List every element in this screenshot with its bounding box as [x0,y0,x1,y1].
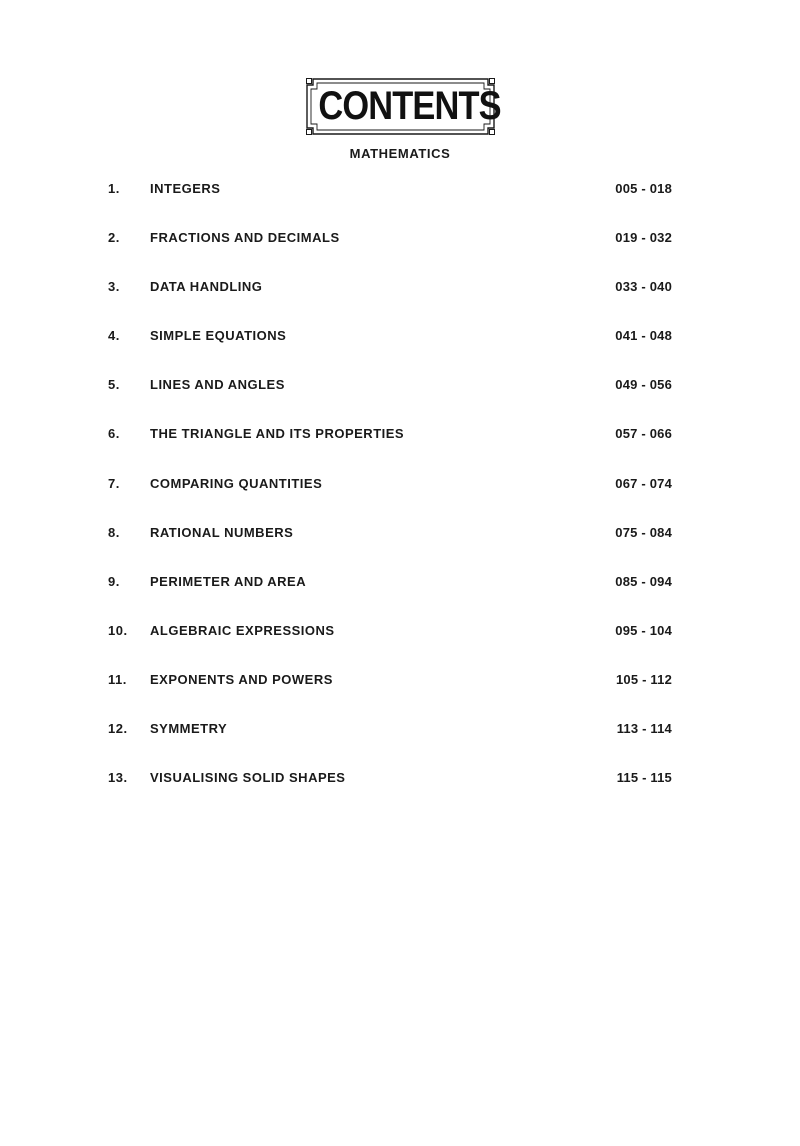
page-range: 075 - 084 [615,524,672,540]
page-range: 049 - 056 [615,377,672,393]
chapter-number: 10. [108,622,128,638]
chapter-title: SIMPLE EQUATIONS [150,328,287,344]
chapter-title: ALGEBRAIC EXPRESSIONS [150,622,335,638]
chapter-number: 9. [108,573,120,589]
chapter-title: RATIONAL NUMBERS [150,524,294,540]
page-range: 033 - 040 [615,279,672,295]
toc-row [0,570,800,619]
chapter-title: VISUALISING SOLID SHAPES [150,770,346,786]
subject-heading: MATHEMATICS [349,146,451,161]
toc-row [0,668,800,717]
toc-row [0,226,800,275]
toc-row [0,373,800,422]
chapter-number: 6. [108,426,120,442]
toc-row [0,521,800,570]
toc-row [0,717,800,766]
contents-title-frame [305,77,501,136]
chapter-number: 4. [108,328,120,344]
chapter-title: DATA HANDLING [150,279,263,295]
chapter-title: EXPONENTS AND POWERS [150,671,333,687]
chapter-title: FRACTIONS AND DECIMALS [150,230,340,246]
chapter-number: 7. [108,475,120,491]
toc-row [0,422,800,471]
page-range: 019 - 032 [615,230,672,246]
table-of-contents [0,177,800,815]
chapter-number: 11. [108,671,127,687]
page-title: CONTENTS [318,84,501,128]
page-range: 067 - 074 [615,475,672,491]
page-range: 113 - 114 [616,721,672,737]
page-range: 005 - 018 [615,181,672,196]
toc-row [0,472,800,521]
page-range: 057 - 066 [615,426,672,442]
page-range: 095 - 104 [615,622,672,638]
chapter-number: 5. [108,377,120,393]
page-range: 085 - 094 [615,573,672,589]
chapter-title: LINES AND ANGLES [150,377,285,393]
toc-row [0,324,800,373]
chapter-number: 12. [108,721,128,737]
chapter-number: 3. [108,279,120,295]
chapter-title: PERIMETER AND AREA [150,573,307,589]
toc-row [0,766,800,815]
page-range: 041 - 048 [615,328,672,344]
chapter-number: 2. [108,230,120,246]
chapter-title: COMPARING QUANTITIES [150,475,323,491]
toc-row [0,619,800,668]
chapter-title: SYMMETRY [150,721,228,737]
toc-row [0,275,800,324]
page-range: 105 - 112 [615,671,672,687]
toc-row [0,177,800,226]
chapter-number: 8. [108,524,120,540]
chapter-number: 13. [108,770,128,786]
page-range: 115 - 115 [616,770,672,786]
chapter-title: THE TRIANGLE AND ITS PROPERTIES [150,426,405,442]
chapter-number: 1. [108,181,120,196]
chapter-title: INTEGERS [150,181,221,196]
